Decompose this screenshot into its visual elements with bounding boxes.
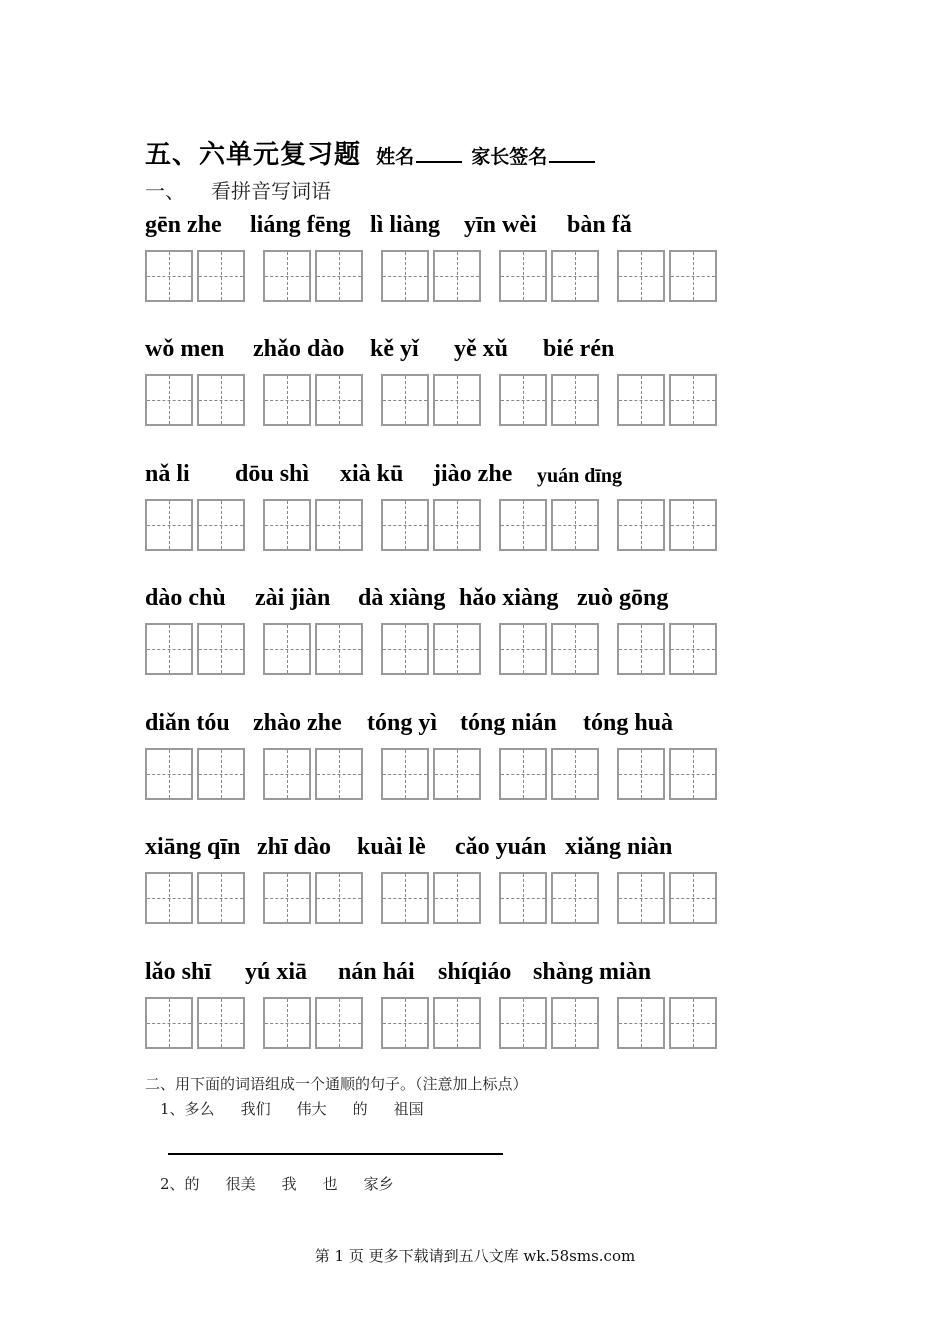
pinyin-word: diǎn tóu <box>145 710 230 736</box>
writing-cell[interactable] <box>263 623 311 675</box>
writing-cell[interactable] <box>315 499 363 551</box>
writing-cell[interactable] <box>551 997 599 1049</box>
q1-word: 多么 <box>184 1100 215 1118</box>
writing-cell[interactable] <box>551 872 599 924</box>
writing-cell[interactable] <box>145 748 193 800</box>
pinyin-word: kuài lè <box>357 834 426 860</box>
q1-word: 我们 <box>240 1100 271 1118</box>
writing-cell[interactable] <box>551 250 599 302</box>
writing-cell[interactable] <box>145 499 193 551</box>
writing-cell[interactable] <box>433 374 481 426</box>
section1-title: 看拼音写词语 <box>211 179 331 203</box>
pinyin-word: xiāng qīn <box>145 834 241 860</box>
writing-cell[interactable] <box>669 250 717 302</box>
q2-word: 的 <box>184 1175 200 1193</box>
writing-cell[interactable] <box>145 250 193 302</box>
pinyin-word: tóng yì <box>367 710 438 736</box>
pinyin-word: bié rén <box>543 336 615 362</box>
writing-cell[interactable] <box>263 499 311 551</box>
writing-cell[interactable] <box>617 872 665 924</box>
writing-cell[interactable] <box>197 872 245 924</box>
writing-cell[interactable] <box>315 374 363 426</box>
writing-cell[interactable] <box>263 748 311 800</box>
writing-cell[interactable] <box>499 374 547 426</box>
pinyin-word: nán hái <box>338 959 415 985</box>
q1-word: 祖国 <box>393 1100 424 1118</box>
writing-cell[interactable] <box>617 623 665 675</box>
writing-cell[interactable] <box>381 374 429 426</box>
answer-line[interactable] <box>168 1153 503 1155</box>
pinyin-word: zhī dào <box>257 834 332 860</box>
writing-cell[interactable] <box>499 997 547 1049</box>
question-2 <box>160 1173 420 1194</box>
parent-sign-blank[interactable] <box>549 147 595 163</box>
writing-cell[interactable] <box>499 623 547 675</box>
pinyin-word: tóng nián <box>460 710 557 736</box>
name-blank[interactable] <box>416 147 462 163</box>
pinyin-word: lì liàng <box>370 212 441 238</box>
writing-cell[interactable] <box>551 748 599 800</box>
writing-cell[interactable] <box>145 623 193 675</box>
writing-cell[interactable] <box>433 499 481 551</box>
pinyin-word: cǎo yuán <box>455 834 547 860</box>
writing-cell[interactable] <box>197 748 245 800</box>
writing-cell[interactable] <box>669 623 717 675</box>
writing-cell[interactable] <box>197 250 245 302</box>
pinyin-word: dào chù <box>145 585 226 611</box>
pinyin-word: liáng fēng <box>250 212 351 238</box>
writing-cell[interactable] <box>315 250 363 302</box>
question-1 <box>160 1098 450 1119</box>
page-footer: 第 1 页 更多下载请到五八文库 wk.58sms.com <box>314 1247 636 1265</box>
writing-cell[interactable] <box>433 250 481 302</box>
writing-cell[interactable] <box>499 250 547 302</box>
writing-cell[interactable] <box>315 872 363 924</box>
writing-cell[interactable] <box>381 623 429 675</box>
pinyin-word: shíqiáo <box>438 959 512 985</box>
pinyin-word: yú xiā <box>245 959 308 985</box>
writing-cell[interactable] <box>669 374 717 426</box>
q2-word: 家乡 <box>363 1175 394 1193</box>
writing-cell[interactable] <box>617 374 665 426</box>
page-title: 五、六单元复习题 <box>145 140 362 170</box>
writing-cell[interactable] <box>617 499 665 551</box>
writing-cell[interactable] <box>551 499 599 551</box>
section1-heading <box>145 175 331 204</box>
writing-cell[interactable] <box>197 997 245 1049</box>
writing-cell[interactable] <box>315 997 363 1049</box>
writing-cell[interactable] <box>669 872 717 924</box>
q2-word: 很美 <box>225 1175 256 1193</box>
q2-word: 我 <box>281 1175 297 1193</box>
pinyin-word: zài jiàn <box>255 585 331 611</box>
name-label: 姓名 <box>376 146 415 168</box>
writing-cell[interactable] <box>617 250 665 302</box>
q1-word: 的 <box>352 1100 368 1118</box>
pinyin-word: wǒ men <box>145 336 225 362</box>
title-line <box>145 134 599 171</box>
parent-sign-label: 家长签名 <box>471 146 548 168</box>
writing-cell[interactable] <box>263 997 311 1049</box>
writing-cell[interactable] <box>617 748 665 800</box>
writing-cell[interactable] <box>433 872 481 924</box>
writing-cell[interactable] <box>263 250 311 302</box>
pinyin-word: yě xǔ <box>454 336 508 362</box>
writing-cell[interactable] <box>499 748 547 800</box>
writing-cell[interactable] <box>197 499 245 551</box>
writing-cell[interactable] <box>381 997 429 1049</box>
writing-cell[interactable] <box>499 499 547 551</box>
pinyin-word: zuò gōng <box>577 585 669 611</box>
pinyin-word: nǎ li <box>145 461 190 487</box>
writing-cell[interactable] <box>263 374 311 426</box>
section1-number: 一、 <box>145 179 185 203</box>
writing-cell[interactable] <box>499 872 547 924</box>
writing-cell[interactable] <box>263 872 311 924</box>
writing-cell[interactable] <box>197 374 245 426</box>
pinyin-word: zhào zhe <box>253 710 342 736</box>
writing-cell[interactable] <box>381 872 429 924</box>
pinyin-word: zhǎo dào <box>253 336 345 362</box>
pinyin-word: xiǎng niàn <box>565 834 673 860</box>
writing-cell[interactable] <box>433 748 481 800</box>
writing-cell[interactable] <box>197 623 245 675</box>
writing-cell[interactable] <box>669 997 717 1049</box>
pinyin-word: dà xiàng <box>358 585 446 611</box>
writing-cell[interactable] <box>315 748 363 800</box>
q1-word: 伟大 <box>296 1100 327 1118</box>
pinyin-word: tóng huà <box>583 710 674 736</box>
writing-cell[interactable] <box>669 748 717 800</box>
writing-cell[interactable] <box>145 374 193 426</box>
writing-cell[interactable] <box>381 250 429 302</box>
writing-cell[interactable] <box>551 374 599 426</box>
pinyin-word: jiào zhe <box>433 461 513 487</box>
q2-word: 也 <box>322 1175 338 1193</box>
writing-cell[interactable] <box>381 499 429 551</box>
pinyin-word: kě yǐ <box>370 336 419 362</box>
pinyin-word: xià kū <box>340 461 404 487</box>
pinyin-word: hǎo xiàng <box>459 585 559 611</box>
section2-title: 二、用下面的词语组成一个通顺的句子。（注意加上标点） <box>145 1075 528 1093</box>
writing-cell[interactable] <box>433 997 481 1049</box>
question-1-number: 1、 <box>160 1100 185 1118</box>
writing-cell[interactable] <box>145 997 193 1049</box>
pinyin-word: yuán dīng <box>537 465 623 487</box>
writing-cell[interactable] <box>145 872 193 924</box>
writing-cell[interactable] <box>617 997 665 1049</box>
writing-cell[interactable] <box>551 623 599 675</box>
question-2-number: 2、 <box>160 1175 185 1193</box>
pinyin-word: shàng miàn <box>533 959 652 985</box>
pinyin-word: yīn wèi <box>464 212 537 238</box>
pinyin-word: lǎo shī <box>145 959 212 985</box>
pinyin-word: bàn fǎ <box>567 212 632 238</box>
writing-cell[interactable] <box>315 623 363 675</box>
writing-cell[interactable] <box>669 499 717 551</box>
pinyin-word: dōu shì <box>235 461 310 487</box>
pinyin-word: gēn zhe <box>145 212 222 238</box>
writing-cell[interactable] <box>433 623 481 675</box>
writing-cell[interactable] <box>381 748 429 800</box>
